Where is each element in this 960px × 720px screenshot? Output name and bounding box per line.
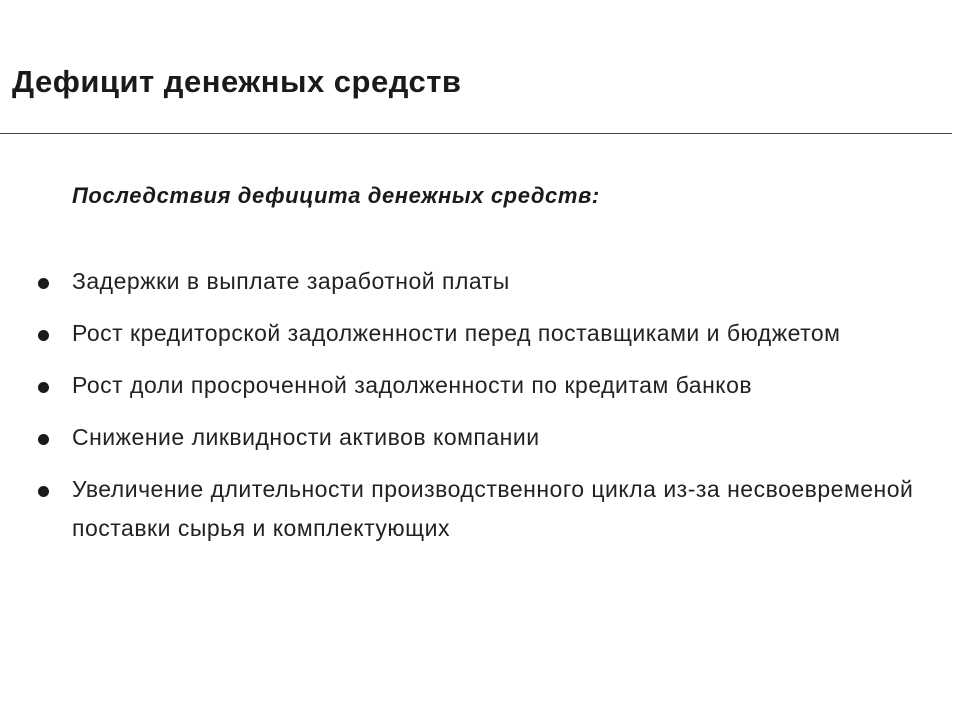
bullet-item [34, 470, 914, 548]
slide-title: Дефицит денежных средств [12, 64, 462, 99]
bullet-item [34, 262, 914, 301]
bullet-item [34, 314, 914, 353]
bullet-dot-icon [38, 486, 49, 497]
bullet-dot-icon [38, 434, 49, 445]
slide-subtitle: Последствия дефицита денежных средств: [72, 183, 600, 208]
bullet-dot-icon [38, 382, 49, 393]
bullet-item [34, 418, 914, 457]
title-divider [0, 133, 952, 134]
bullet-dot-icon [38, 278, 49, 289]
bullet-text: Рост кредиторской задолженности перед поставщиками и бюджетом [72, 320, 841, 346]
bullet-dot-icon [38, 330, 49, 341]
bullet-text: Рост доли просроченной задолженности по кредитам банков [72, 372, 753, 398]
bullet-text: Снижение ликвидности активов компании [72, 424, 540, 450]
bullet-text: Увеличение длительности производственного цикла из-за несвоевременой поставки сырья и комплектующих [72, 476, 914, 541]
bullet-list [34, 262, 914, 561]
bullet-text: Задержки в выплате заработной платы [72, 268, 510, 294]
bullet-item [34, 366, 914, 405]
